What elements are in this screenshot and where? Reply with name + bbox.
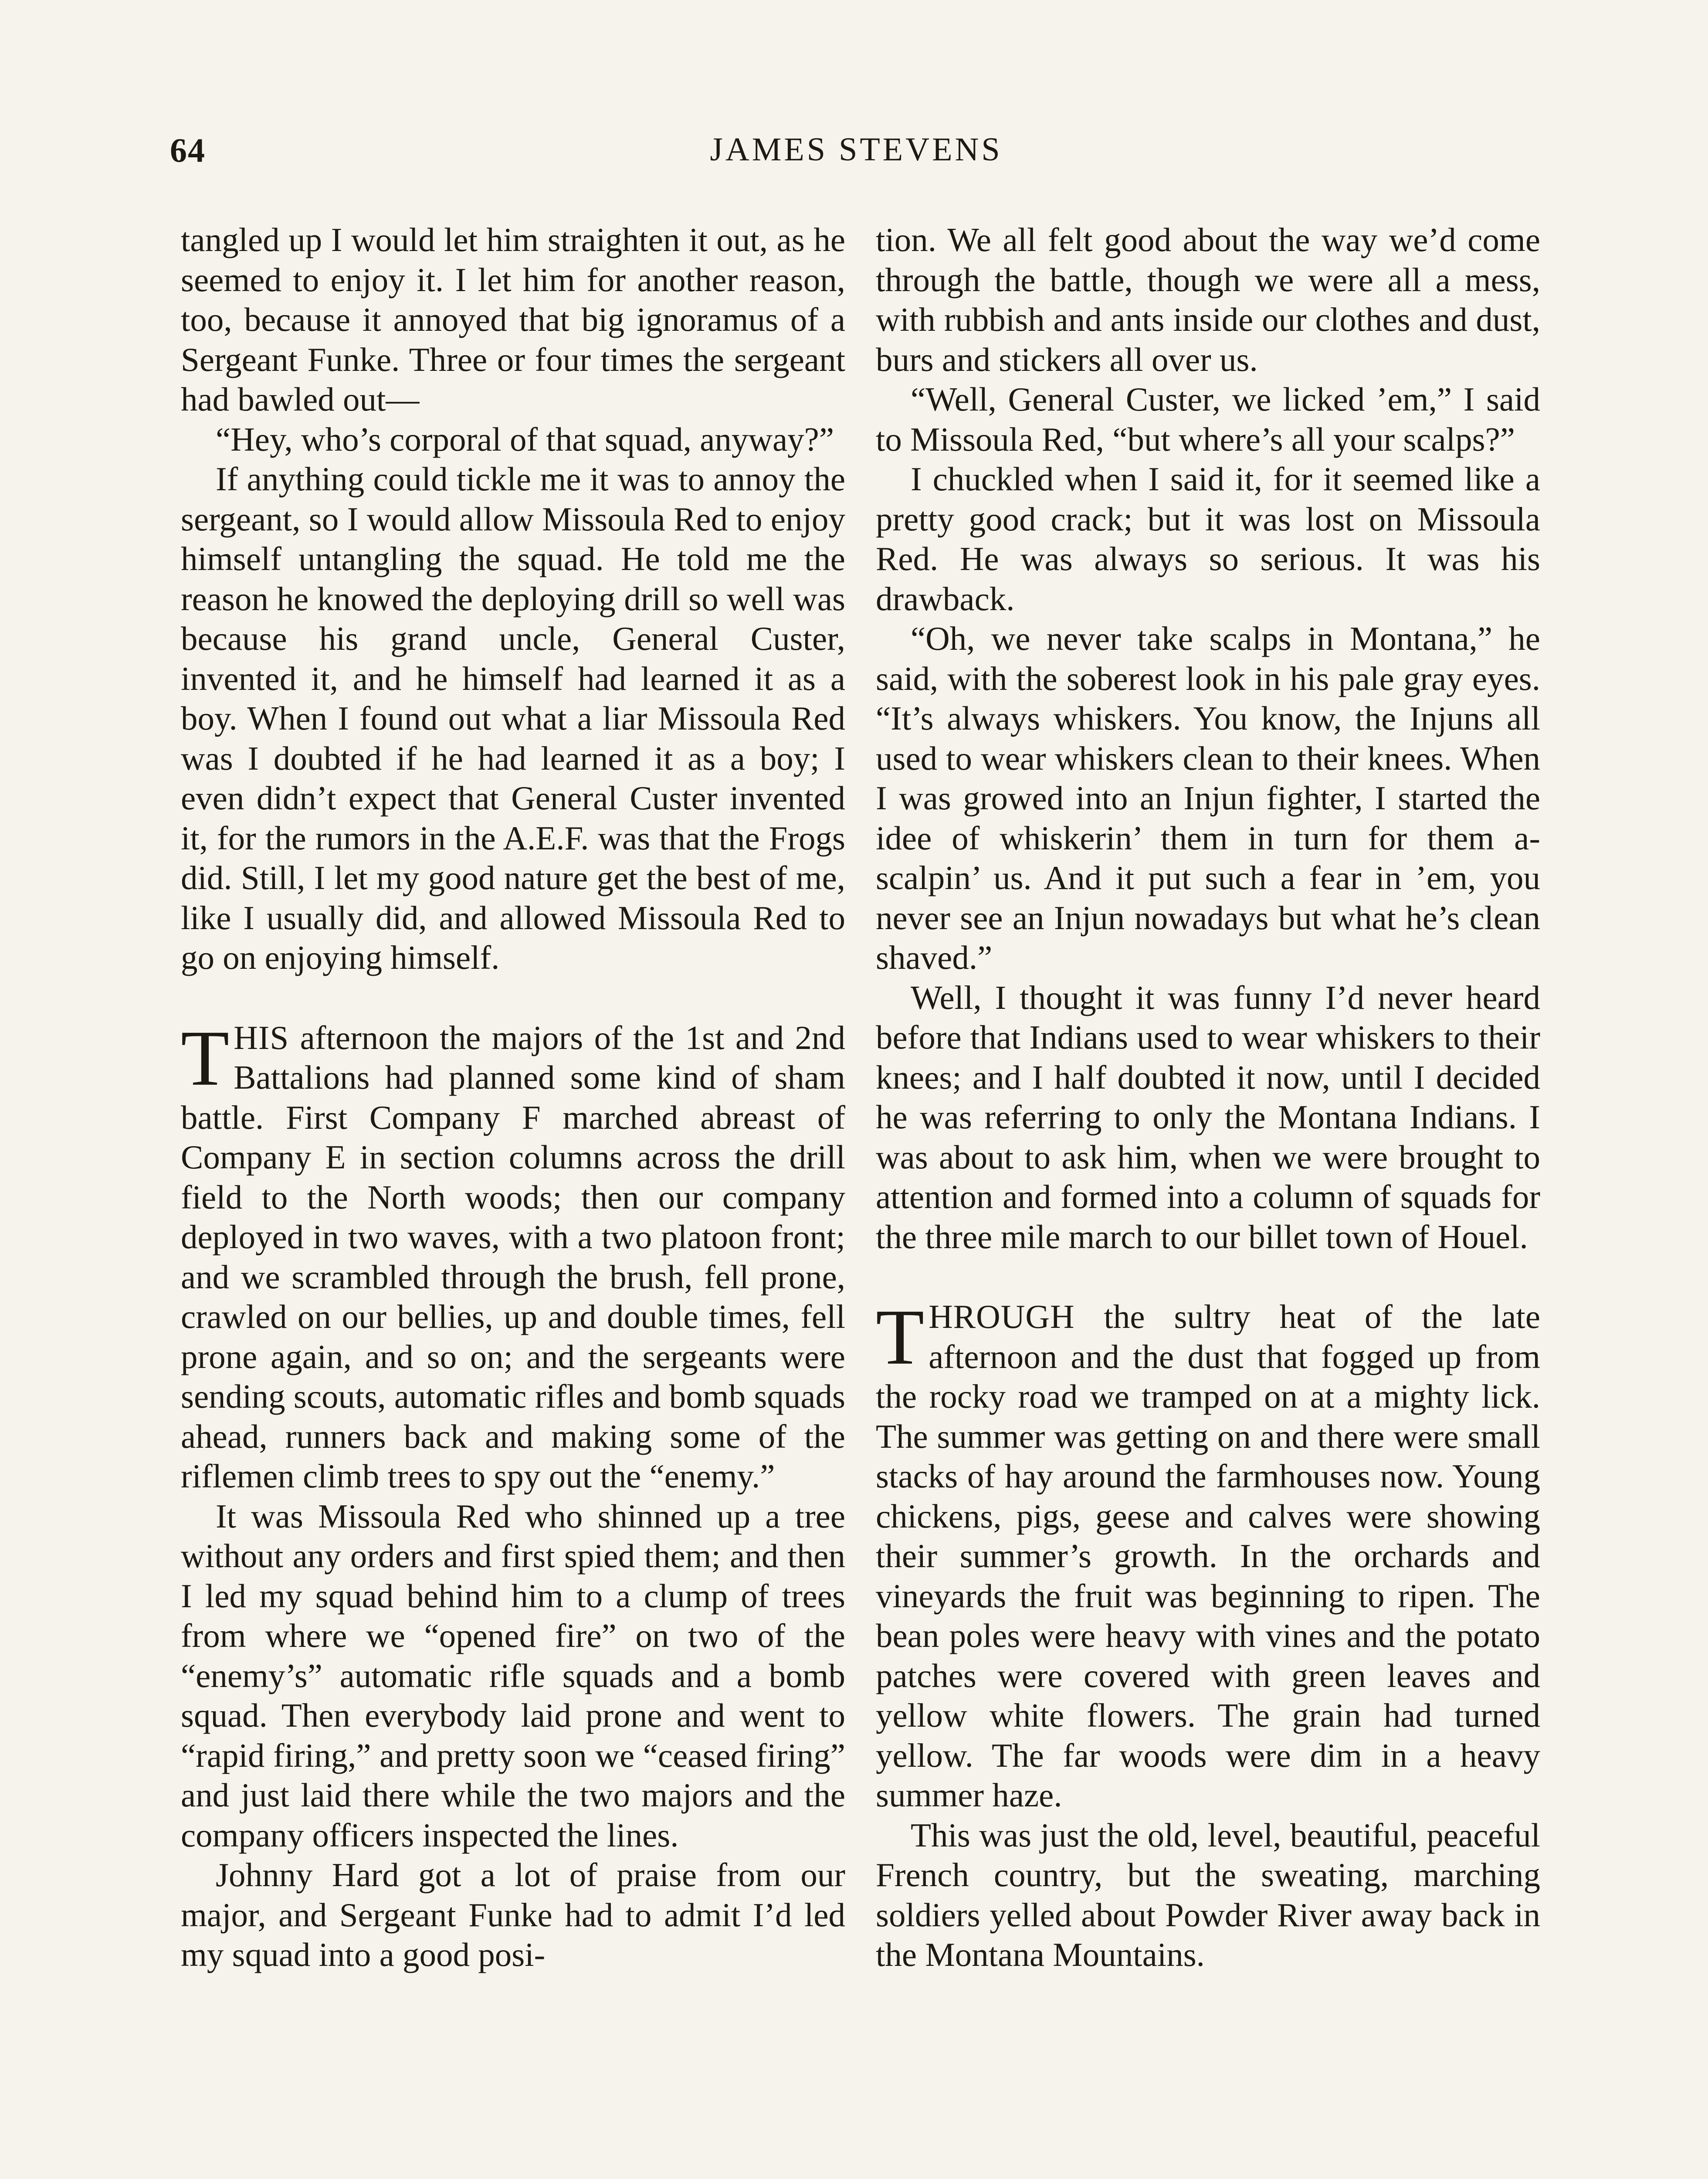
small-caps-lead: HROUGH — [929, 1298, 1075, 1335]
section-break — [876, 1257, 1540, 1297]
paragraph: tangled up I would let him straighten it out, as he seemed to enjoy it. I let him for another reason, too, because it annoyed that big ignoramus of a Sergeant Funke. Three or four times the sergeant had bawled out— — [181, 221, 845, 418]
paragraph: It was Missoula Red who shinned up a tree without any orders and first spied them; and then I led my squad behind him to a clump of trees from where we “opened fire” on two of the “enemy’s” automatic rifle squads and a bomb squad. Then everybody laid prone and went to “rapid firing,” and pretty soon we “ceased firing” and just laid there while the two majors and the company officers inspected the lines. — [181, 1497, 845, 1854]
running-head: JAMES STEVENS — [710, 131, 1003, 168]
paragraph: Johnny Hard got a lot of praise from our major, and Sergeant Funke had to admit I’d led my squad into a good posi- — [181, 1856, 845, 1973]
paragraph: I chuckled when I said it, for it seemed like a pretty good crack; but it was lost on Missoula Red. He was always so serious. It was his drawback. — [876, 460, 1540, 618]
paragraph: “Well, General Custer, we licked ’em,” I said to Missoula Red, “but where’s all your scalps?” — [876, 380, 1540, 458]
paragraph: tion. We all felt good about the way we’d come through the battle, though we were all a mess, with rubbish and ants inside our clothes and dust, burs and stickers all over us. — [876, 221, 1540, 378]
paragraph: Well, I thought it was funny I’d never heard before that Indians used to wear whiskers to their knees; and I half doubted it now, until I decided he was referring to only the Montana Indians. I was about to ask him, when we were brought to attention and formed into a column of squads for the three mile march to our billet town of Houel. — [876, 978, 1540, 1256]
paragraph: If anything could tickle me it was to annoy the sergeant, so I would allow Missoula Red to enjoy himself untangling the squad. He told me the reason he knowed the deploying drill so well was because his grand uncle, General Custer, invented it, and he himself had learned it as a boy. When I found out what a liar Missoula Red was I doubted if he had learned it as a boy; I even didn’t expect that General Custer invented it, for the rumors in the A.E.F. was that the Frogs did. Still, I let my good nature get the best of me, like I usually did, and allowed Missoula Red to go on enjoying himself. — [181, 460, 845, 976]
drop-cap: T — [181, 1014, 230, 1102]
section-opening-paragraph — [876, 1293, 1540, 1816]
page-number: 64 — [170, 131, 206, 169]
small-caps-lead: HIS — [234, 1018, 289, 1056]
page-header — [170, 131, 1542, 183]
paragraph: “Hey, who’s corporal of that squad, anyway?” — [216, 420, 834, 458]
paragraph-text: the sultry heat of the late afternoon and the dust that fogged up from the rocky road we tramped on at a mighty lick. The summer was getting on and there were small stacks of hay around the farmhouses now. Young chickens, pigs, geese and calves were showing their summer’s growth. In the orchards and vineyards the fruit was beginning to ripen. The bean poles were heavy with vines and the potato patches were covered with green leaves and yellow white flowers. The grain had turned yellow. The far woods were dim in a heavy summer haze. — [876, 1298, 1540, 1814]
paragraph: This was just the old, level, beautiful, peaceful French country, but the sweating, marching soldiers yelled about Powder River away back in the Montana Mountains. — [876, 1816, 1540, 1973]
section-opening-paragraph — [181, 1014, 845, 1497]
left-column — [181, 220, 845, 1975]
paragraph-text: afternoon the majors of the 1st and 2nd Battalions had planned some kind of sham battle. First Company F marched abreast of Company E in section columns across the drill field to the North woods; then our company deployed in two waves, with a two platoon front; and we scrambled through the brush, fell prone, crawled on our bellies, up and double times, fell prone again, and so on; and the sergeants were sending scouts, automatic rifles and bomb squads ahead, runners back and making some of the riflemen climb trees to spy out the “enemy.” — [181, 1018, 845, 1495]
right-column — [876, 220, 1540, 1975]
drop-cap: T — [876, 1293, 925, 1381]
paragraph: “Oh, we never take scalps in Montana,” he said, with the soberest look in his pale gray eyes. “It’s always whiskers. You know, the Injuns all used to wear whiskers clean to their knees. When I was growed into an Injun fighter, I started the idee of whiskerin’ them in turn for them a-scalpin’ us. And it put such a fear in ’em, you never see an Injun nowadays but what he’s clean shaved.” — [876, 620, 1540, 976]
section-break — [181, 978, 845, 1018]
